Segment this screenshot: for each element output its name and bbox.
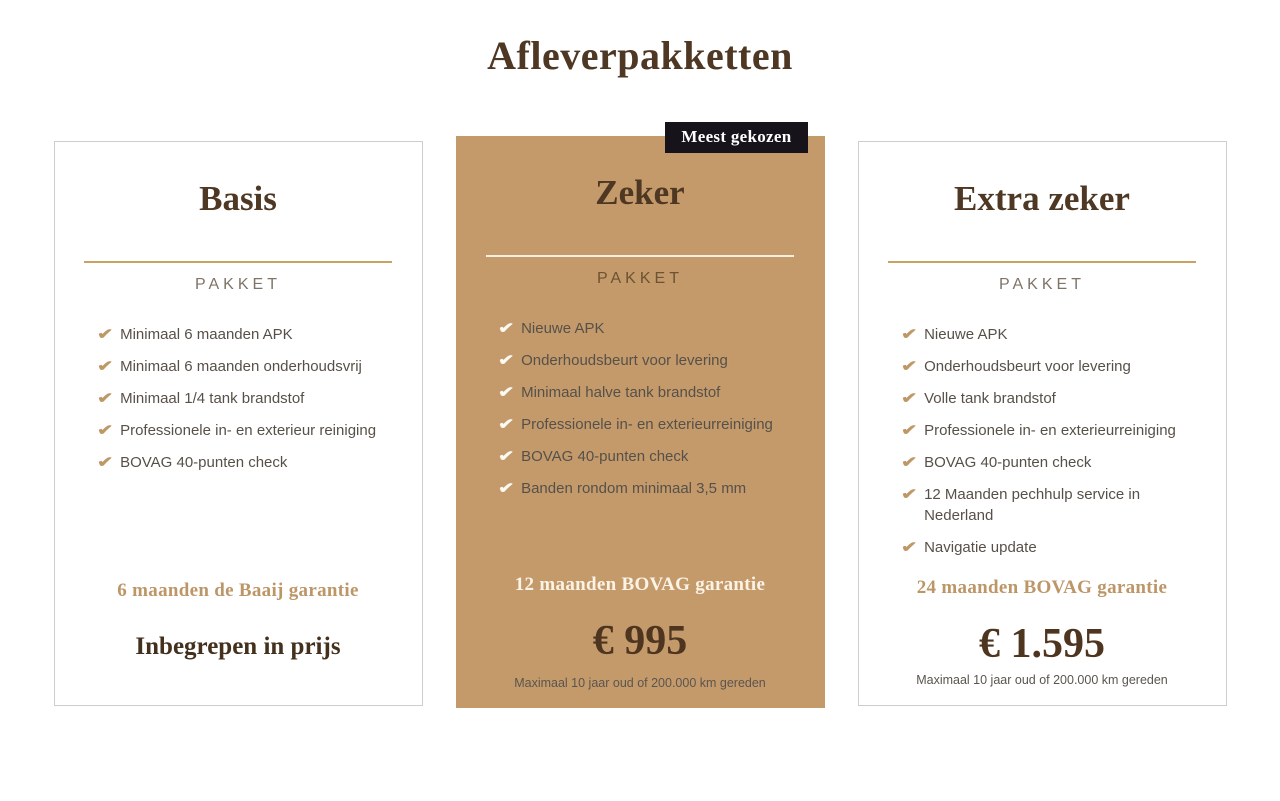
card-extra-zeker: [858, 141, 1227, 706]
feature-label: Onderhoudsbeurt voor levering: [924, 357, 1131, 375]
feature-item: [97, 324, 388, 345]
check-icon: ✔: [497, 383, 514, 401]
feature-item: [901, 388, 1192, 409]
feature-list: [55, 324, 422, 580]
card-title: Extra zeker: [954, 179, 1130, 218]
card-title: Zeker: [595, 173, 685, 212]
guarantee-text: 24 maanden BOVAG garantie: [916, 577, 1168, 599]
check-icon: ✔: [497, 319, 514, 337]
feature-item: [498, 414, 791, 435]
check-icon: ✔: [900, 421, 917, 439]
check-icon: ✔: [497, 479, 514, 497]
price-text: Inbegrepen in prijs: [135, 632, 341, 660]
feature-label: Nieuwe APK: [521, 319, 605, 337]
check-icon: ✔: [900, 453, 917, 471]
card-subtitle: PAKKET: [195, 275, 281, 293]
check-icon: ✔: [96, 389, 113, 407]
feature-item: [901, 484, 1192, 526]
guarantee-text: 6 maanden de Baaij garantie: [117, 579, 359, 601]
feature-item: [97, 388, 388, 409]
most-chosen-badge: Meest gekozen: [665, 122, 807, 153]
card-divider: [486, 255, 794, 257]
page-title: Afleverpakketten: [487, 33, 793, 78]
feature-label: Volle tank brandstof: [924, 389, 1056, 407]
check-icon: ✔: [900, 389, 917, 407]
feature-item: [498, 478, 791, 499]
check-icon: ✔: [96, 453, 113, 471]
check-icon: ✔: [900, 357, 917, 375]
price-text: € 995: [592, 617, 688, 664]
card-subtitle: PAKKET: [597, 269, 683, 287]
feature-label: Professionele in- en exterieurreiniging: [924, 421, 1176, 439]
feature-label: Banden rondom minimaal 3,5 mm: [521, 479, 747, 497]
feature-label: Onderhoudsbeurt voor levering: [521, 351, 728, 369]
price-text: € 1.595: [979, 621, 1105, 668]
check-icon: ✔: [497, 351, 514, 369]
guarantee-text: 12 maanden BOVAG garantie: [514, 573, 766, 595]
feature-item: [498, 446, 791, 467]
check-icon: ✔: [497, 447, 514, 465]
feature-label: Minimaal 6 maanden onderhoudsvrij: [120, 357, 362, 375]
feature-label: Navigatie update: [924, 538, 1037, 556]
feature-label: Nieuwe APK: [924, 325, 1008, 343]
feature-label: BOVAG 40-punten check: [924, 453, 1092, 471]
feature-item: [901, 452, 1192, 473]
age-limit-note: Maximaal 10 jaar oud of 200.000 km gereden: [916, 673, 1168, 687]
check-icon: ✔: [900, 325, 917, 343]
pricing-cards: [0, 127, 1280, 708]
check-icon: ✔: [96, 357, 113, 375]
feature-label: Professionele in- en exterieur reiniging: [120, 421, 377, 439]
check-icon: ✔: [497, 415, 514, 433]
feature-label: BOVAG 40-punten check: [120, 453, 288, 471]
feature-label: Minimaal halve tank brandstof: [521, 383, 721, 401]
card-zeker: [456, 127, 825, 708]
age-limit-note: Maximaal 10 jaar oud of 200.000 km gereden: [514, 676, 766, 690]
feature-item: [498, 382, 791, 403]
feature-item: [901, 356, 1192, 377]
card-basis: [54, 141, 423, 706]
card-subtitle: PAKKET: [999, 275, 1085, 293]
check-icon: ✔: [900, 538, 917, 556]
feature-item: [97, 356, 388, 377]
card-divider: [84, 261, 392, 263]
card-divider: [888, 261, 1196, 263]
feature-item: [901, 420, 1192, 441]
feature-list: [456, 318, 825, 574]
feature-label: 12 Maanden pechhulp service in Nederland: [924, 485, 1141, 524]
feature-item: [498, 318, 791, 339]
feature-item: [97, 420, 388, 441]
feature-label: Professionele in- en exterieurreiniging: [521, 415, 773, 433]
feature-list: [859, 324, 1226, 578]
feature-label: Minimaal 6 maanden APK: [120, 325, 293, 343]
feature-label: BOVAG 40-punten check: [521, 447, 689, 465]
check-icon: ✔: [900, 485, 917, 503]
check-icon: ✔: [96, 421, 113, 439]
feature-item: [901, 537, 1192, 558]
card-title: Basis: [199, 179, 277, 218]
check-icon: ✔: [96, 325, 113, 343]
feature-item: [901, 324, 1192, 345]
feature-item: [498, 350, 791, 371]
feature-item: [97, 452, 388, 473]
feature-label: Minimaal 1/4 tank brandstof: [120, 389, 305, 407]
